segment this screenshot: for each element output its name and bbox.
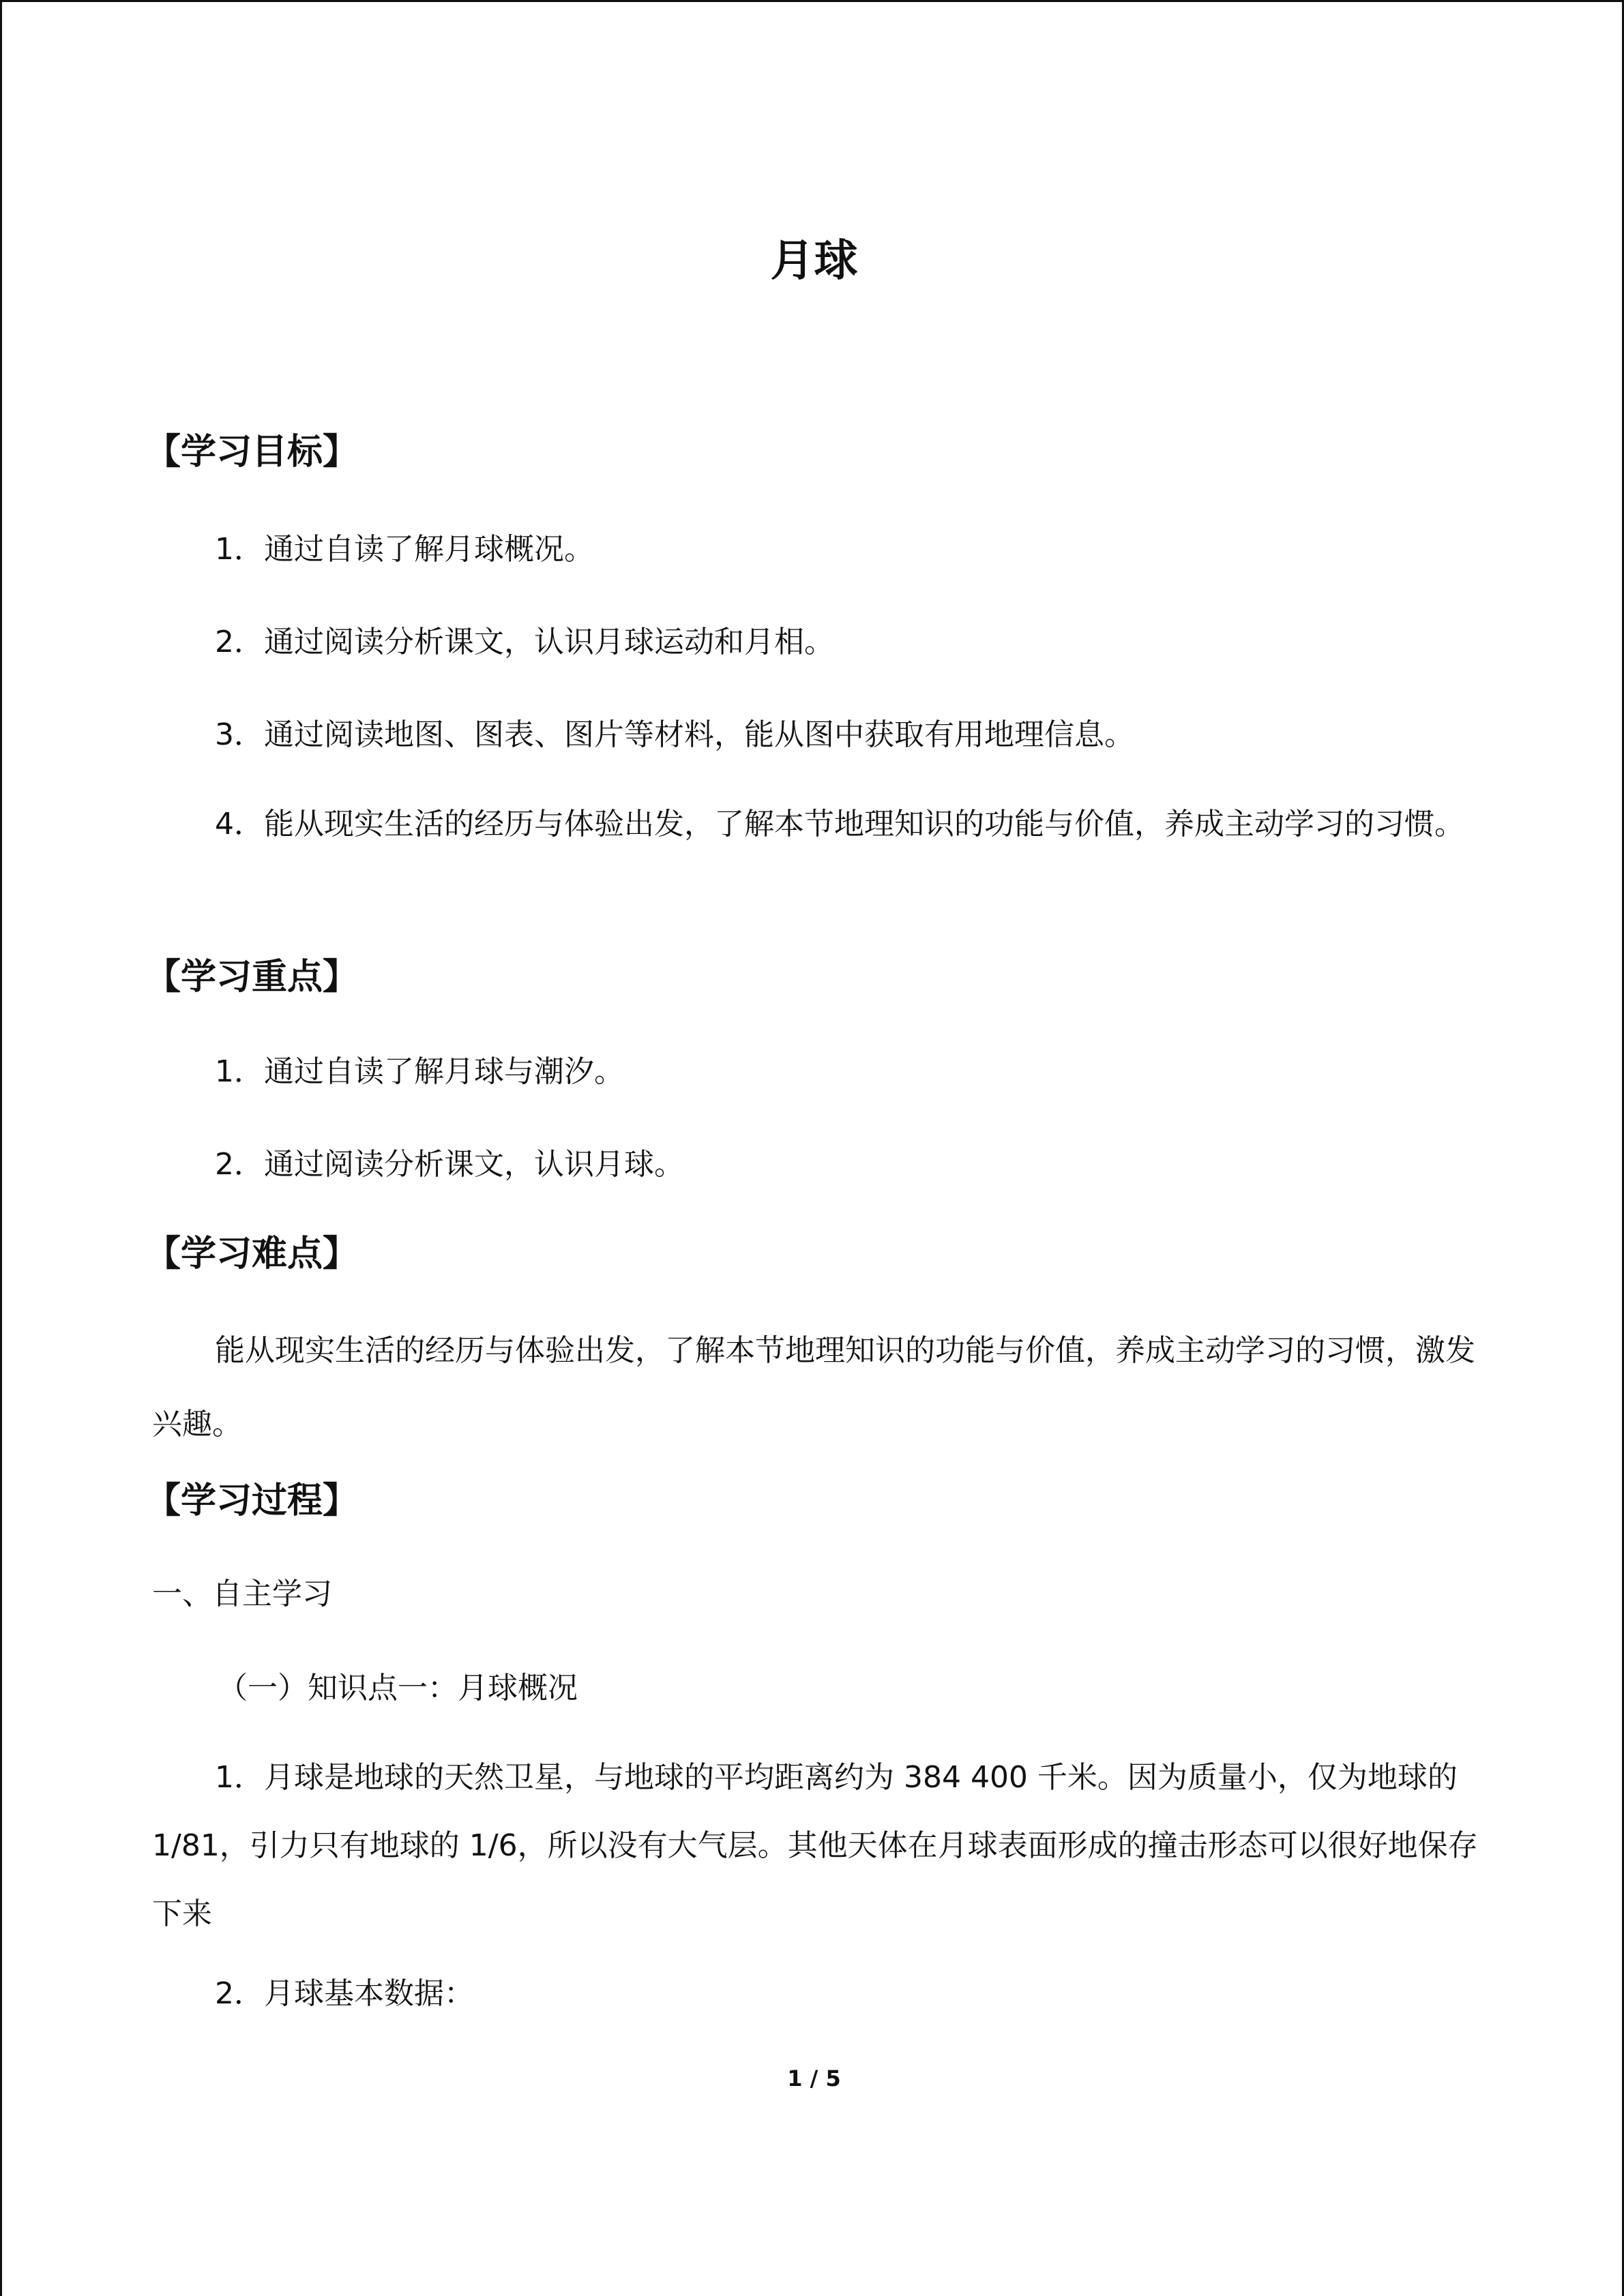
document-title: 月球 — [770, 236, 858, 286]
process-subheading: 一、自主学习 — [152, 1577, 332, 1611]
difficulty-text: 能从现实生活的经历与体验出发，了解本节地理知识的功能与价值，养成主动学习的习惯，激发兴趣。 — [152, 1333, 1475, 1442]
section-heading-key-points: 【学习重点】 — [145, 957, 359, 998]
goal-item-1: 1．通过自读了解月球概况。 — [215, 532, 594, 567]
section-heading-goals: 【学习目标】 — [145, 432, 359, 473]
process-item-2: 2．月球基本数据： — [215, 1976, 474, 2011]
process-item-1: 1．月球是地球的天然卫星，与地球的平均距离约为 384 400 千米。因为质量小，仅为地球的 1/81，引力只有地球的 1/6，所以没有大气层。其他天体在月球表面形成的撞击形态可以很好地保存下来 — [152, 1760, 1478, 1931]
page-number: 1 / 5 — [787, 2066, 841, 2091]
key-point-item-2: 2．通过阅读分析课文，认识月球。 — [215, 1147, 684, 1182]
key-point-item-1: 1．通过自读了解月球与潮汐。 — [215, 1054, 624, 1089]
section-heading-difficulties: 【学习难点】 — [145, 1234, 359, 1274]
knowledge-point-title: （一）知识点一：月球概况 — [218, 1671, 578, 1705]
goal-item-2: 2．通过阅读分析课文，认识月球运动和月相。 — [215, 625, 834, 659]
section-heading-process: 【学习过程】 — [145, 1480, 359, 1521]
goal-item-4: 4．能从现实生活的经历与体验出发，了解本节地理知识的功能与价值，养成主动学习的习惯。 — [215, 807, 1464, 841]
goal-item-3: 3．通过阅读地图、图表、图片等材料，能从图中获取有用地理信息。 — [215, 717, 1134, 752]
